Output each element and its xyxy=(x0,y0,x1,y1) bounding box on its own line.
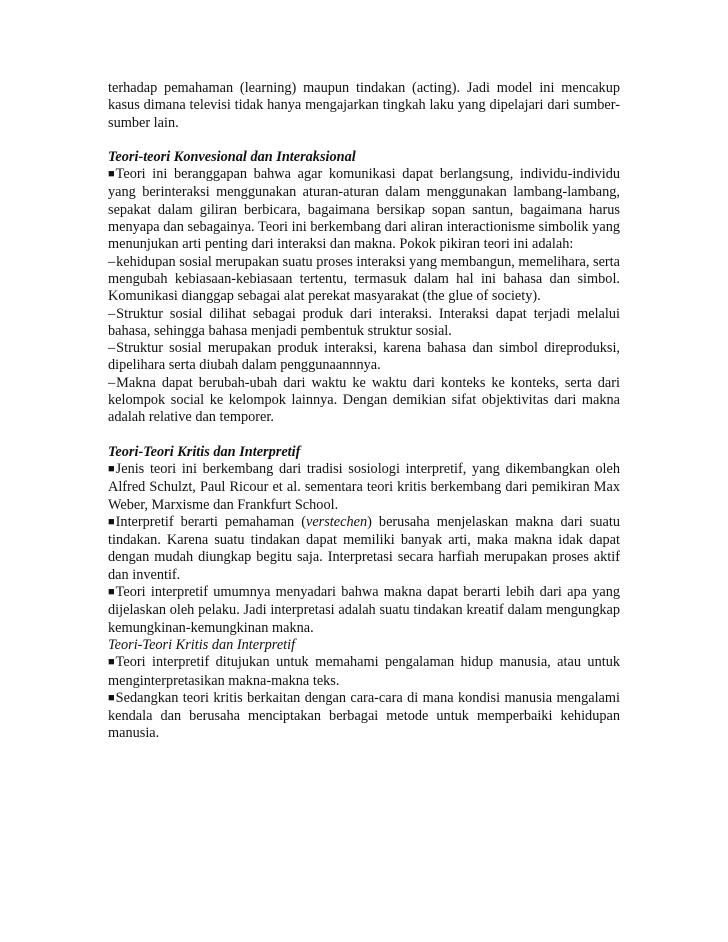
dash-icon: – xyxy=(108,253,116,270)
section-heading-konvensional: Teori-teori Konvesional dan Interaksional xyxy=(108,148,356,165)
bullet-icon: ■ xyxy=(108,656,115,669)
paragraph-gap xyxy=(108,427,620,444)
bullet-text: Teori interpretif umumnya menyadari bahwa makna dapat berarti lebih dari apa yang dijelaskan oleh pelaku. Jadi interpretasi adalah suatu tindakan kreatif dalam mengungkap kemungkinan-kemungkinan makna. xyxy=(108,584,620,636)
bullet-paragraph xyxy=(108,514,620,584)
bullet-text: Teori ini beranggapan bahwa agar komunikasi dapat berlangsung, individu-individu yang berinteraksi menggunakan aturan-aturan dalam menggunakan lambang-lambang, sepakat dalam giliran berbicara, bagaimana bersikap sopan santun, bagaimana harus menyapa dan sebagainya. Teori ini berkembang dari aliran interactionisme simbolik yang menunjukan arti penting dari interaksi dan makna. Pokok pikiran teori ini adalah: xyxy=(108,166,620,253)
dash-icon: – xyxy=(108,340,116,357)
bullet-text: Sedangkan teori kritis berkaitan dengan cara-cara di mana kondisi manusia mengalami kendala dan berusaha menciptakan berbagai metode untuk memperbaiki kehidupan manusia. xyxy=(108,689,620,742)
bullet-paragraph xyxy=(108,461,620,514)
bullet-paragraph xyxy=(108,654,620,690)
dash-point xyxy=(108,254,620,306)
bullet-text: Teori interpretif ditujukan untuk memahami pengalaman hidup manusia, atau untuk menginterpretasikan makna-makna teks. xyxy=(108,654,620,689)
dash-point-text: kehidupan sosial merupakan suatu proses interaksi yang membangun, memelihara, serta mengubah kebiasaan-kebiasaan tertentu, termasuk dalam hal ini bahasa dan simbol. Komunikasi dianggap sebagai alat perekat masyarakat (the glue of society). xyxy=(108,253,620,305)
bullet-icon: ■ xyxy=(108,586,115,599)
bullet-text-pre: Interpretif berarti pemahaman ( xyxy=(115,513,306,530)
dash-point-text: Struktur sosial merupakan produk interaksi, karena bahasa dan simbol direproduksi, dipelihara serta diubah dalam penggunaannnya. xyxy=(108,340,620,374)
document-page xyxy=(108,80,620,743)
dash-icon: – xyxy=(108,374,116,391)
dash-icon: – xyxy=(108,305,116,322)
intro-paragraph: terhadap pemahaman (learning) maupun tindakan (acting). Jadi model ini mencakup kasus dimana televisi tidak hanya mengajarkan tingkah laku yang dipelajari dari sumber-sumber lain. xyxy=(108,80,620,131)
dash-point-text: Makna dapat berubah-ubah dari waktu ke waktu dari konteks ke konteks, serta dari kelompok social ke kelompok lainnya. Dengan demikian sifat objektivitas dari makna adalah relative dan temporer. xyxy=(108,374,620,426)
paragraph-gap xyxy=(108,132,620,149)
bullet-paragraph xyxy=(108,584,620,637)
bullet-icon: ■ xyxy=(108,168,115,181)
section-subheading: Teori-Teori Kritis dan Interpretif xyxy=(108,636,296,653)
dash-point-text: Struktur sosial dilihat sebagai produk dari interaksi. Interaksi dapat terjadi melalui bahasa, sehingga bahasa menjadi pembentuk struktur sosial. xyxy=(108,305,620,339)
bullet-text: Jenis teori ini berkembang dari tradisi sosiologi interpretif, yang dikembangkan oleh Alfred Schulzt, Paul Ricour et al. sementara teori kritis berkembang dari pemikiran Max Weber, Marxisme dan Frankfurt School. xyxy=(108,460,620,513)
dash-point xyxy=(108,375,620,427)
bullet-text-post: ) berusaha menjelaskan makna dari suatu tindakan. Karena suatu tindakan dapat memiliki banyak arti, maka makna idak dapat dengan mudah diungkap begitu saja. Interpretasi secara harfiah merupakan proses aktif dan inventif. xyxy=(108,513,620,583)
bullet-text-italic: verstechen xyxy=(305,513,368,530)
section-heading-kritis: Teori-Teori Kritis dan Interpretif xyxy=(108,443,301,460)
bullet-paragraph xyxy=(108,166,620,253)
bullet-icon: ■ xyxy=(108,691,115,704)
dash-point xyxy=(108,340,620,375)
bullet-icon: ■ xyxy=(108,515,115,528)
dash-point xyxy=(108,306,620,341)
bullet-icon: ■ xyxy=(108,462,115,475)
bullet-paragraph xyxy=(108,690,620,743)
